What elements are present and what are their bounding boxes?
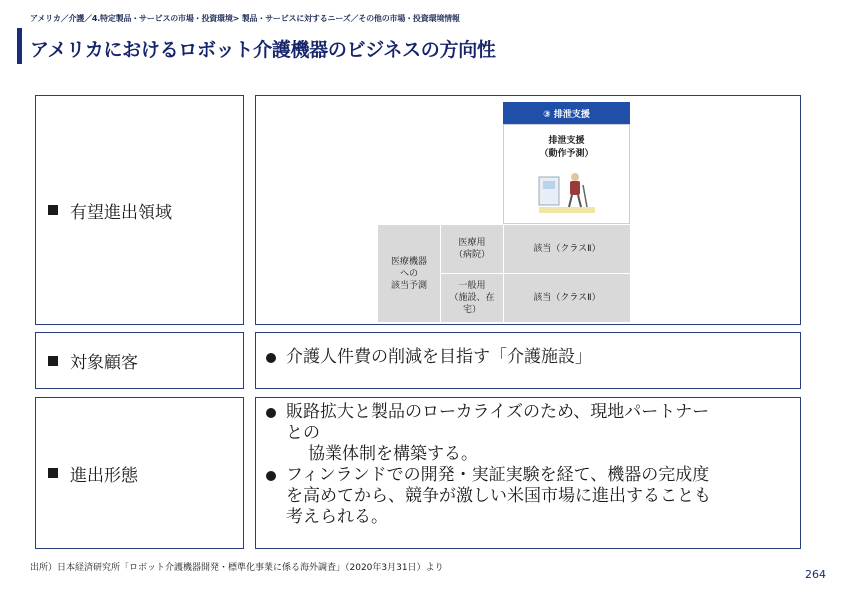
general-use-value: 該当（クラスⅡ）	[504, 274, 630, 322]
entry-bullet1-line2: との	[286, 423, 320, 443]
page-number: 264	[805, 568, 826, 581]
product-subname: （動作予測）	[539, 149, 594, 159]
medical-use-value: 該当（クラスⅡ）	[504, 225, 630, 273]
walking-elderly-illustration-icon	[537, 167, 597, 219]
target-customer-bullet	[266, 347, 800, 368]
entry-form-label: 進出形態	[70, 465, 138, 486]
entry-form-label-cell	[35, 397, 244, 549]
target-customer-content-cell	[255, 332, 801, 389]
entry-bullet2-line1: フィンランドでの開発・実証実験を経て、機器の完成度	[286, 465, 710, 485]
entry-bullet1-line3: 協業体制を構築する。	[308, 444, 478, 464]
excretion-support-header: ③ 排泄支援	[503, 102, 630, 124]
entry-bullet2-line3: 考えられる。	[286, 507, 388, 527]
square-bullet-icon	[48, 468, 58, 478]
promising-area-label-cell	[35, 95, 244, 325]
round-bullet-icon	[266, 408, 276, 418]
medical-use-line2: （病院）	[453, 250, 490, 260]
source-note: 出所）日本経済研究所「ロボット介護機器開発・標準化事業に係る海外調査」（2020年3月31日）より	[30, 563, 444, 573]
medical-device-forecast-line2: への	[399, 268, 418, 279]
round-bullet-icon	[266, 353, 276, 363]
target-customer-text: 介護人件費の削減を目指す「介護施設」	[286, 347, 592, 367]
general-use-line2: （施設、在	[449, 293, 495, 303]
entry-form-content-cell	[255, 397, 801, 549]
breadcrumb: アメリカ／介護／4.特定製品・サービスの市場・投資環境> 製品・サービスに対するニーズ／その他の市場・投資環境情報	[30, 14, 460, 23]
page-title: アメリカにおけるロボット介護機器のビジネスの方向性	[30, 39, 496, 61]
medical-device-forecast-line1: 医療機器	[390, 256, 427, 267]
target-customer-label-cell	[35, 332, 244, 389]
medical-device-forecast-line3: 該当予測	[390, 280, 427, 291]
promising-area-label: 有望進出領域	[70, 202, 172, 223]
medical-use-line1: 医療用	[458, 238, 486, 248]
target-customer-label: 対象顧客	[70, 353, 138, 373]
square-bullet-icon	[48, 356, 58, 366]
entry-form-bullet-2	[266, 465, 780, 528]
product-name: 排泄支援	[548, 136, 585, 146]
promising-area-content-cell	[255, 95, 801, 325]
entry-bullet2-line2: を高めてから、競争が激しい米国市場に進出することも	[286, 486, 711, 506]
title-accent-bar	[17, 28, 22, 64]
general-use-line1: 一般用	[458, 281, 486, 291]
general-use-line3: 宅）	[462, 305, 481, 315]
medical-device-forecast-label	[378, 225, 440, 322]
square-bullet-icon	[48, 205, 58, 215]
entry-bullet1-line1: 販路拡大と製品のローカライズのため、現地パートナー	[286, 402, 710, 422]
product-cell	[503, 124, 630, 224]
medical-use-label	[441, 225, 503, 273]
round-bullet-icon	[266, 471, 276, 481]
general-use-label	[441, 274, 503, 322]
entry-form-bullet-1	[266, 402, 780, 444]
